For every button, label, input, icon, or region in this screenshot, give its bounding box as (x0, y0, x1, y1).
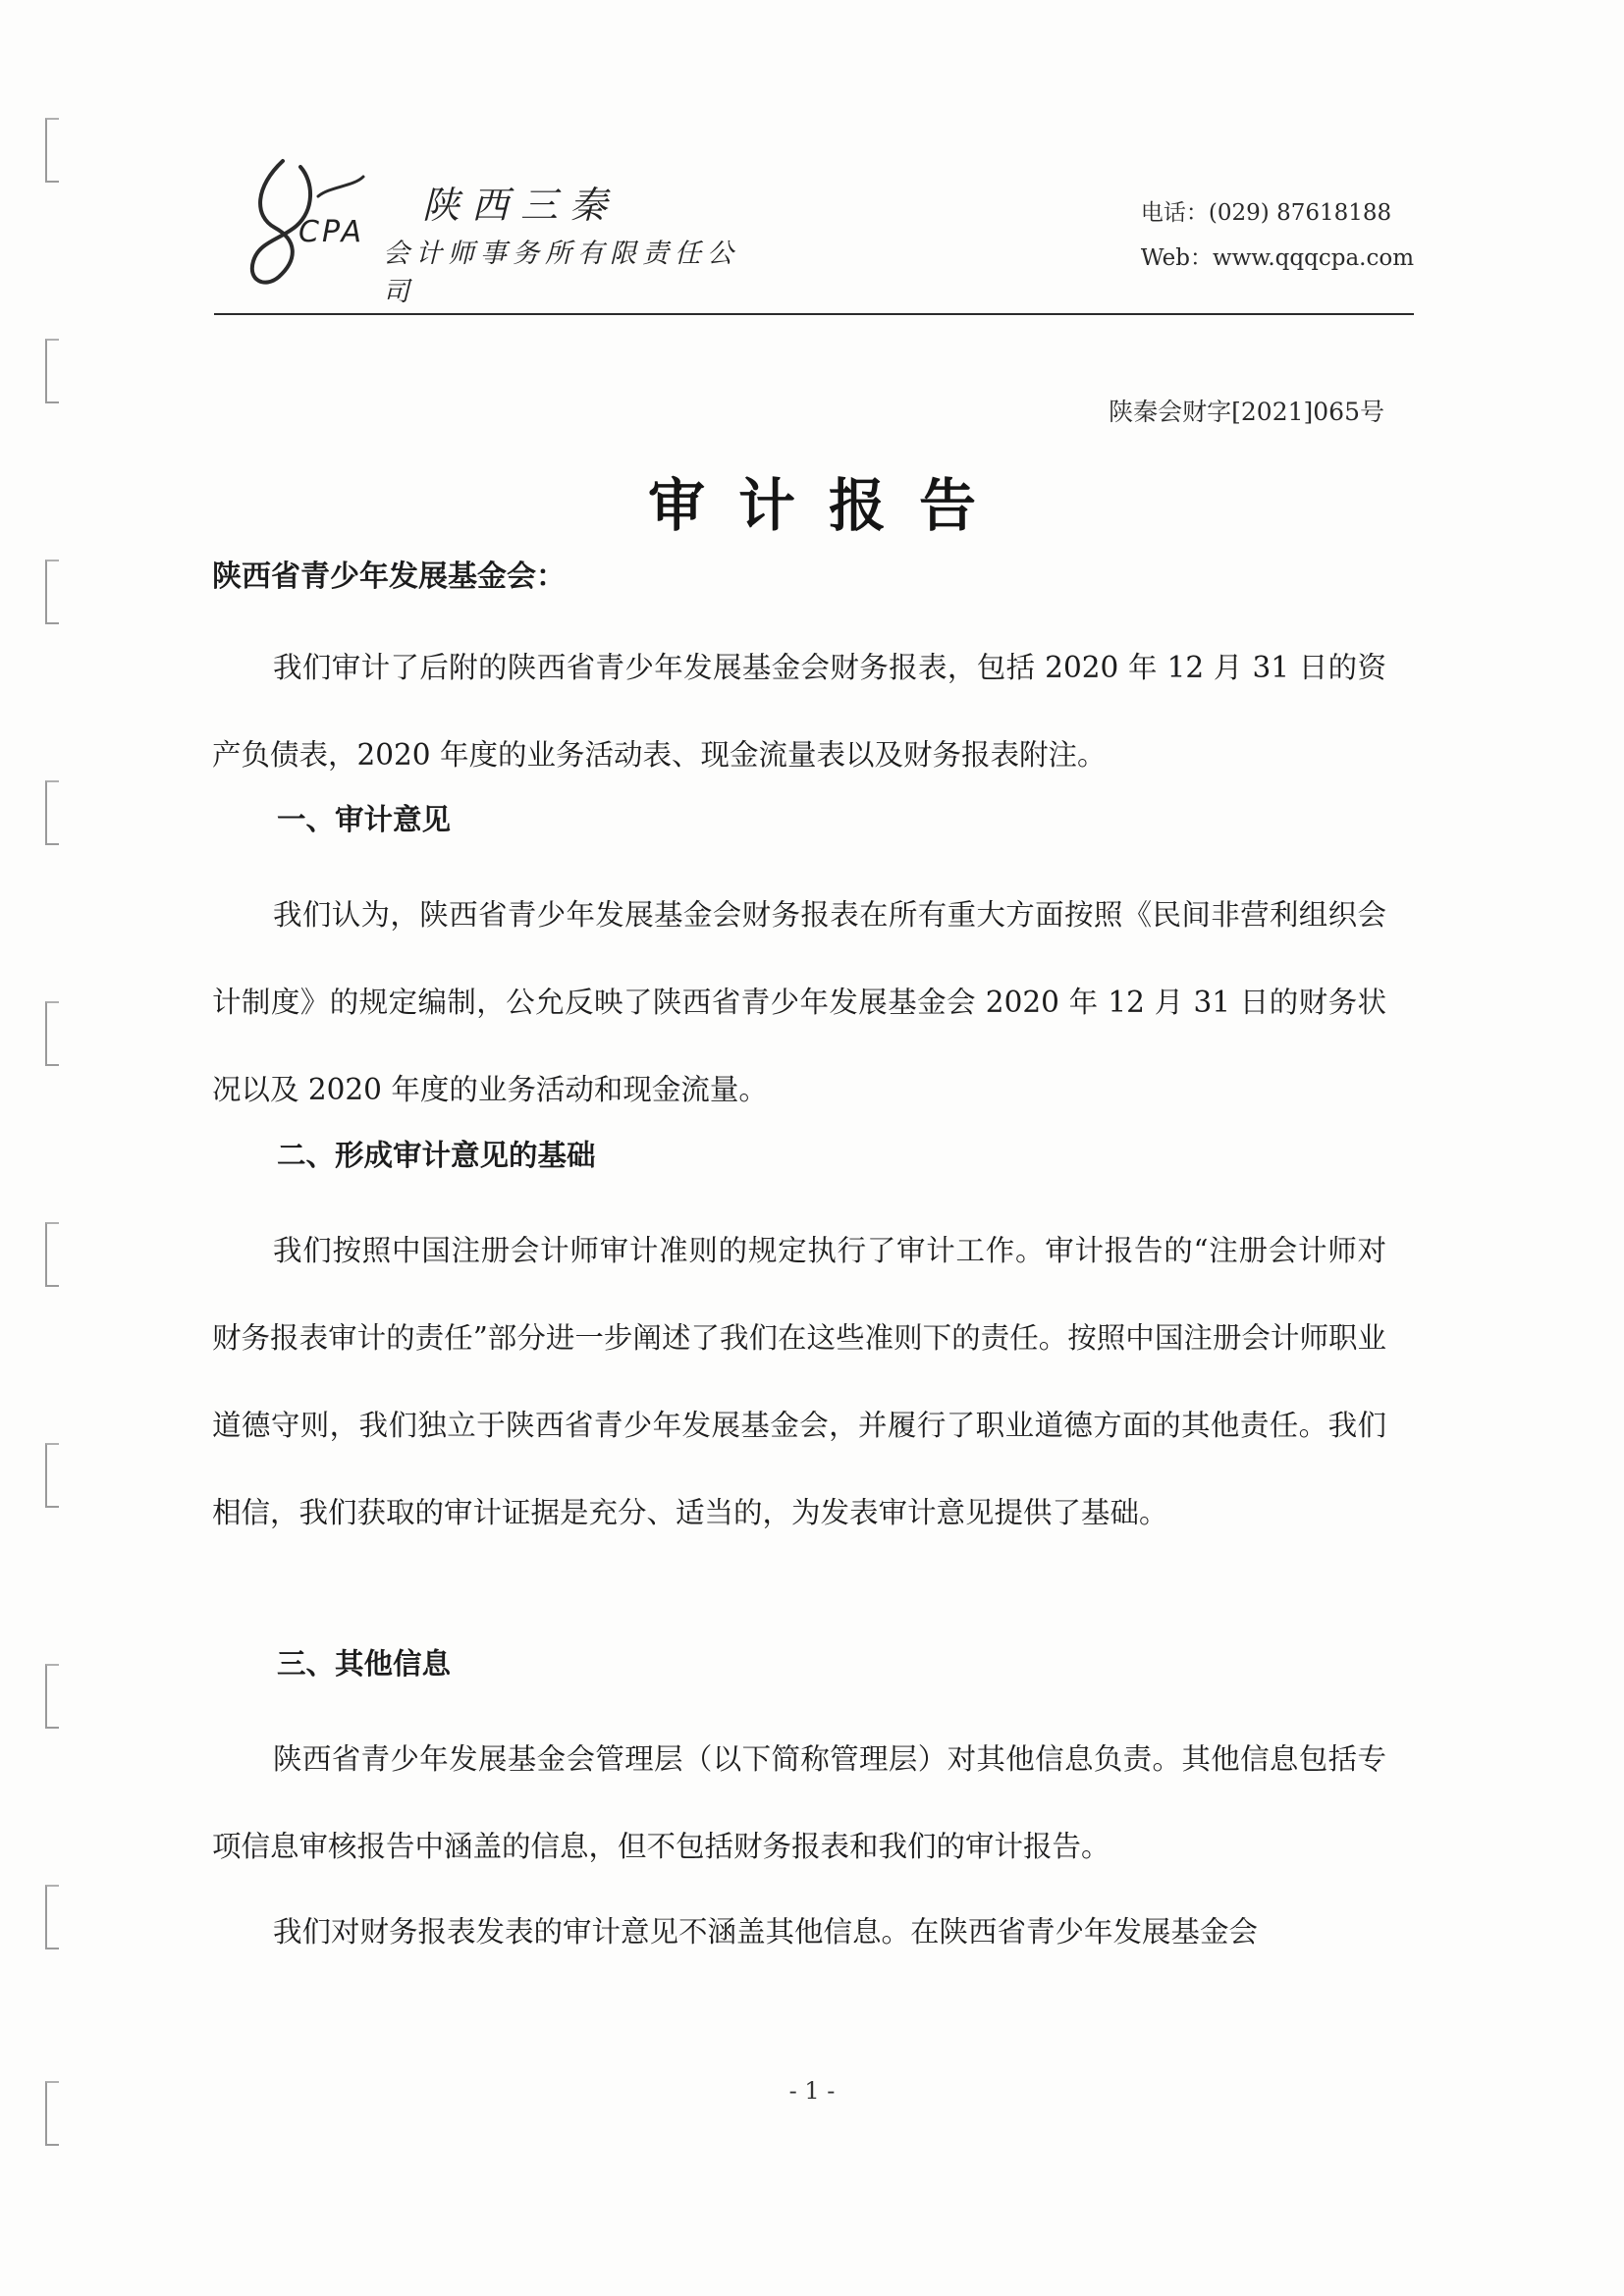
scan-binding-edge (0, 0, 69, 2296)
firm-full-name: 会计师事务所有限责任公司 (383, 239, 739, 307)
binding-mark (45, 1001, 59, 1066)
reference-number: 陕秦会财字[2021]065号 (1109, 398, 1384, 426)
firm-web: Web：www.qqqcpa.com (1140, 245, 1414, 271)
binding-mark (45, 780, 59, 845)
binding-mark (45, 1443, 59, 1508)
paragraph-other-info-continued: 我们对财务报表发表的审计意见不涵盖其他信息。在陕西省青少年发展基金会 (273, 1915, 1259, 1949)
paragraph-basis: 我们按照中国注册会计师审计准则的规定执行了审计工作。审计报告的“注册会计师对财务报表审计的责任”部分进一步阐述了我们在这些准则下的责任。按照中国注册会计师职业道德守则，我们独立于陕西省青少年发展基金会，并履行了职业道德方面的其他责任。我们相信，我们获取的审计证据是充分、适当的，为发表审计意见提供了基础。 (212, 1234, 1386, 1529)
binding-mark (45, 1664, 59, 1729)
firm-phone: 电话：(029) 87618188 (1140, 200, 1392, 226)
binding-mark (45, 1885, 59, 1949)
logo-cpa-text: CPA (298, 215, 365, 249)
heading-basis-for-opinion: 二、形成审计意见的基础 (277, 1138, 596, 1172)
paragraph-other-info: 陕西省青少年发展基金会管理层（以下简称管理层）对其他信息负责。其他信息包括专项信息审核报告中涵盖的信息，但不包括财务报表和我们的审计报告。 (212, 1742, 1386, 1863)
paragraph-opinion: 我们认为，陕西省青少年发展基金会财务报表在所有重大方面按照《民间非营利组织会计制度》的规定编制，公允反映了陕西省青少年发展基金会 2020 年 12 月 31 日的财务状况以及 2020 年度的业务活动和现金流量。 (212, 898, 1386, 1106)
letterhead (236, 157, 1414, 314)
page-number: - 1 - (788, 2077, 836, 2105)
binding-mark (45, 339, 59, 403)
binding-mark (45, 118, 59, 183)
header-divider (214, 313, 1414, 315)
firm-short-name: 陕西三秦 (422, 184, 620, 227)
report-title: 审计报告 (647, 472, 1009, 539)
addressee: 陕西省青少年发展基金会： (212, 560, 566, 594)
paragraph-scope: 我们审计了后附的陕西省青少年发展基金会财务报表，包括 2020 年 12 月 31 日的资产负债表，2020 年度的业务活动表、现金流量表以及财务报表附注。 (212, 651, 1386, 772)
binding-mark (45, 560, 59, 624)
heading-audit-opinion: 一、审计意见 (277, 802, 452, 836)
cpa-swirl-logo-icon (236, 157, 383, 294)
heading-other-information: 三、其他信息 (277, 1646, 452, 1681)
firm-logo (236, 157, 746, 307)
firm-contact (1141, 190, 1414, 281)
binding-mark (45, 1222, 59, 1287)
